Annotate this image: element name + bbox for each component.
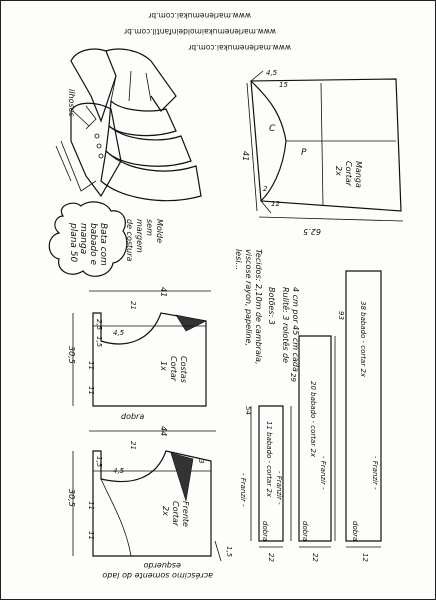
- button-callout-text: ilhoses: [67, 89, 76, 117]
- back-label: Costas: [179, 356, 188, 383]
- ruffle-3-label: 38 babado - cortar 2x: [359, 301, 367, 378]
- back-d6: 1,5: [95, 336, 103, 348]
- title-line-3: manga: [78, 223, 88, 255]
- ruffle-1-dim: 29: [289, 373, 297, 382]
- bottom-note: [102, 541, 233, 581]
- front-d3: 11: [87, 501, 95, 510]
- dim-54: 54: [244, 406, 252, 415]
- fabric-line-1: Tecidos: 2,10m de cambraia,: [254, 249, 263, 365]
- sleeve-dim-small2: 12: [271, 200, 280, 208]
- bottom-note-1: acréscimo somente do lado: [102, 571, 213, 580]
- sleeve-dim-top: 4,5: [266, 69, 278, 77]
- mold-note: [125, 219, 164, 262]
- dim-15: 1,5: [225, 546, 233, 558]
- blouse-sketch: [56, 49, 201, 201]
- back-height: 30,5: [67, 346, 76, 364]
- back-qty: 1x: [159, 361, 168, 371]
- front-d4: 11: [87, 531, 95, 540]
- ruffle-2-side: 22: [311, 553, 319, 562]
- ruffle-2-dim: 93: [337, 311, 345, 320]
- fabric-line-2: viscose rayon, papeline,: [244, 249, 253, 346]
- back-d1: 21: [129, 301, 137, 310]
- fabric-buttons: Botões: 3: [267, 287, 276, 325]
- front-qty: 2x: [161, 506, 170, 516]
- button-callout: [67, 89, 89, 126]
- front-d2: 4,5: [113, 467, 125, 475]
- front-cut: Cortar: [171, 501, 180, 527]
- back-d4: 11: [87, 386, 95, 395]
- back-d3: 11: [87, 361, 95, 370]
- front-bodice: [67, 426, 216, 556]
- ruffle-2-label: 20 babado - cortar 2x: [309, 381, 317, 458]
- fabric-info: [234, 249, 300, 372]
- front-label: Frente: [181, 501, 190, 527]
- gather-top: - Franzir -: [239, 473, 247, 507]
- pattern-drawing: [1, 1, 436, 601]
- sleeve-dim-side: 15: [279, 81, 288, 89]
- sleeve-dim-small1: 2: [263, 185, 268, 193]
- ruffle-3-fold: dobra: [351, 521, 359, 542]
- front-width: 44: [159, 426, 168, 437]
- back-fold: dobra: [121, 412, 145, 421]
- ruffle-2-fold: dobra: [301, 521, 309, 542]
- ruffle-3-gather: - Franzir -: [371, 456, 379, 490]
- fabric-ruffle-1: Rulitê: 3 rolotês de: [281, 287, 290, 364]
- mold-note-2: sem: [145, 219, 154, 236]
- front-d5: 1,5: [95, 456, 103, 468]
- sleeve-label: Manga: [354, 161, 363, 188]
- title-line-2: babado e: [88, 223, 98, 266]
- url-text-2: www.marlenemukaimoldeinfantil.com.br: [123, 27, 276, 36]
- sleeve-cut: Cortar: [344, 161, 353, 187]
- sleeve-dim-length: 41: [241, 151, 250, 162]
- bottom-note-2: esquerdo: [143, 561, 181, 570]
- back-width: 41: [159, 287, 168, 298]
- back-d5: 2,5: [95, 319, 103, 331]
- front-height: 30,5: [67, 489, 76, 507]
- url-text-3: www.marlenemukai.com.br: [188, 43, 291, 52]
- ruffle-1-label: 11 babado - cortar 2x: [265, 421, 273, 498]
- ruffle-2-gather: - Franzir -: [319, 456, 327, 490]
- fabric-ruffle-2: 4 cm por 45 cm cada: [291, 287, 300, 372]
- title-line-1: Bata com: [98, 223, 108, 266]
- mold-note-1: Molde: [155, 219, 164, 244]
- url-text-1: www.marlenemukai.com.br: [148, 11, 251, 20]
- sleeve-qty: 2x: [334, 166, 343, 176]
- title-bubble: [49, 202, 127, 276]
- sleeve-dim-width: 62.5: [303, 227, 321, 236]
- ruffle-1-gather: - Franzir -: [275, 471, 283, 505]
- sleeve-pattern: [241, 69, 403, 236]
- ruffle-3-side: 12: [361, 553, 369, 562]
- mold-note-4: de costura: [125, 219, 134, 262]
- title-line-4: plana 50: [68, 223, 78, 263]
- sleeve-letter-c: C: [269, 124, 276, 134]
- back-cut: Cortar: [169, 356, 178, 382]
- front-d6: 3: [197, 459, 205, 464]
- back-bodice: [67, 287, 211, 421]
- mold-note-3: margem: [135, 219, 144, 253]
- front-d1: 21: [129, 441, 137, 450]
- sleeve-letter-p: P: [301, 148, 307, 158]
- ruffle-1-side: 22: [267, 553, 275, 562]
- ruffle-1-fold: dobra: [261, 521, 269, 542]
- fabric-line-3: lesi...: [234, 249, 243, 271]
- back-d2: 4,5: [113, 329, 125, 337]
